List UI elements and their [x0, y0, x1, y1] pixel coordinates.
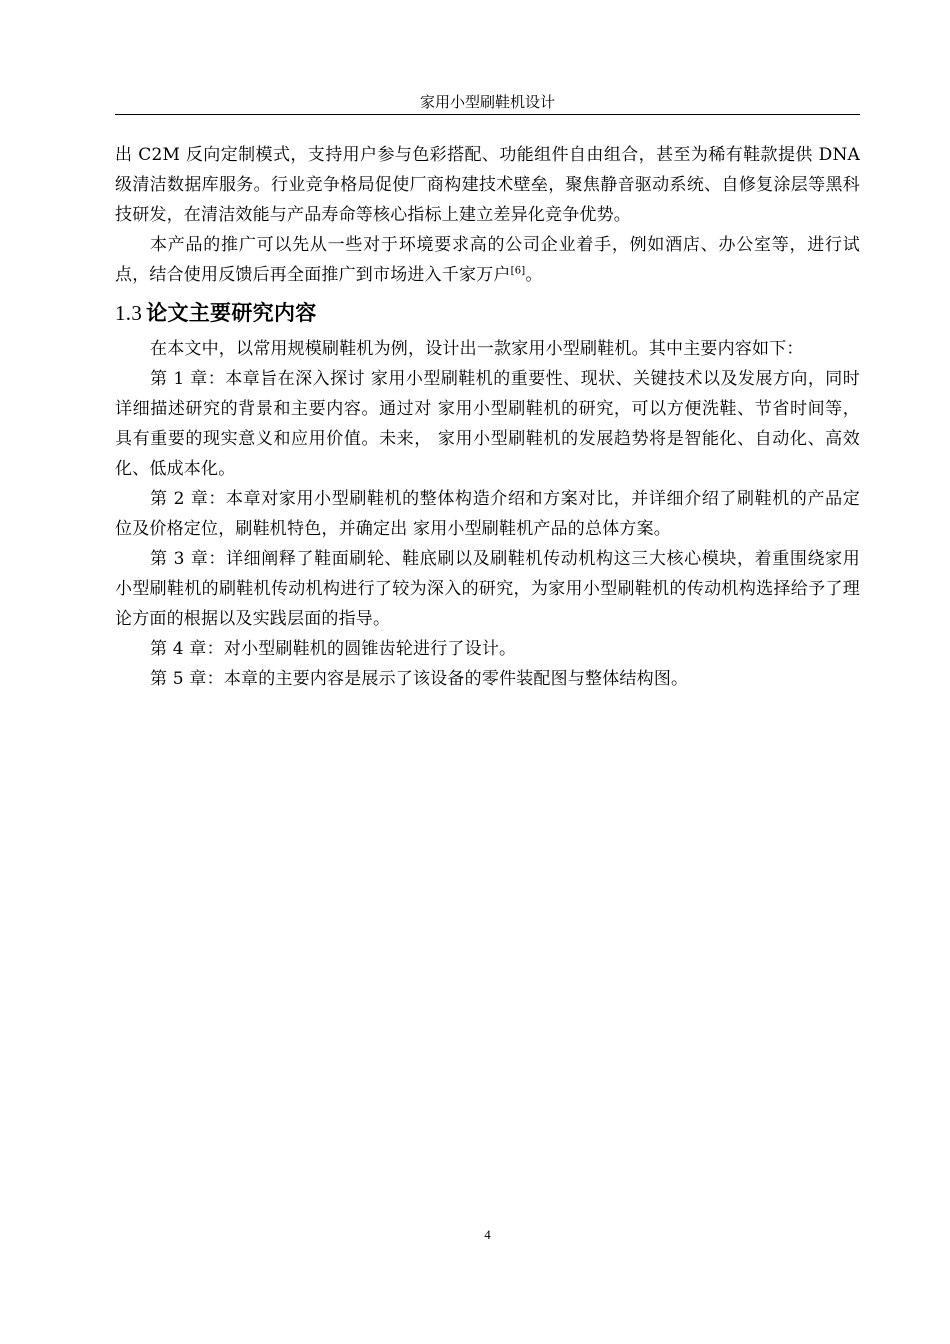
section-heading — [115, 296, 860, 330]
section-title: 论文主要研究内容 — [146, 301, 317, 325]
paragraph-chapter-3: 第 3 章：详细阐释了鞋面刷轮、鞋底刷以及刷鞋机传动机构这三大核心模块，着重围绕家用小型刷鞋机的刷鞋机传动机构进行了较为深入的研究，为家用小型刷鞋机的传动机构选择给予了理论方面的根据以及实践层面的指导。 — [115, 549, 860, 629]
running-header: 家用小型刷鞋机设计 — [419, 93, 555, 111]
paragraph-chapter-2: 第 2 章：本章对家用小型刷鞋机的整体构造介绍和方案对比，并详细介绍了刷鞋机的产品定位及价格定位，刷鞋机特色，并确定出 家用小型刷鞋机产品的总体方案。 — [115, 489, 860, 539]
citation-marker: [6] — [510, 265, 526, 277]
paragraph-intro: 在本文中，以常用规模刷鞋机为例，设计出一款家用小型刷鞋机。其中主要内容如下： — [150, 339, 804, 359]
page-body — [115, 140, 860, 694]
paragraph-chapter-1: 第 1 章：本章旨在深入探讨 家用小型刷鞋机的重要性、现状、关键技术以及发展方向，同时详细描述研究的背景和主要内容。通过对 家用小型刷鞋机的研究，可以方便洗鞋、节省时间等，具有重要的现实意义和应用价值。未来， 家用小型刷鞋机的发展趋势将是智能化、自动化、高效化、低成本化。 — [115, 369, 860, 479]
page-number: 4 — [484, 1227, 491, 1242]
paragraph-promotion-end: 。 — [525, 265, 543, 285]
paragraph-promotion-text: 本产品的推广可以先从一些对于环境要求高的公司企业着手，例如酒店、办公室等，进行试点，结合使用反馈后再全面推广到市场进入千家万户 — [115, 235, 860, 285]
header-rule — [115, 114, 860, 115]
section-number: 1.3 — [115, 301, 143, 325]
paragraph-chapter-5: 第 5 章：本章的主要内容是展示了该设备的零件装配图与整体结构图。 — [150, 669, 689, 689]
paragraph-promotion — [115, 230, 860, 290]
paragraph-chapter-4: 第 4 章：对小型刷鞋机的圆锥齿轮进行了设计。 — [150, 639, 517, 659]
paragraph-continuation: 出 C2M 反向定制模式，支持用户参与色彩搭配、功能组件自由组合，甚至为稀有鞋款提供 DNA 级清洁数据库服务。行业竞争格局促使厂商构建技术壁垒，聚焦静音驱动系统、自修复涂层等黑科技研发，在清洁效能与产品寿命等核心指标上建立差异化竞争优势。 — [115, 145, 860, 225]
